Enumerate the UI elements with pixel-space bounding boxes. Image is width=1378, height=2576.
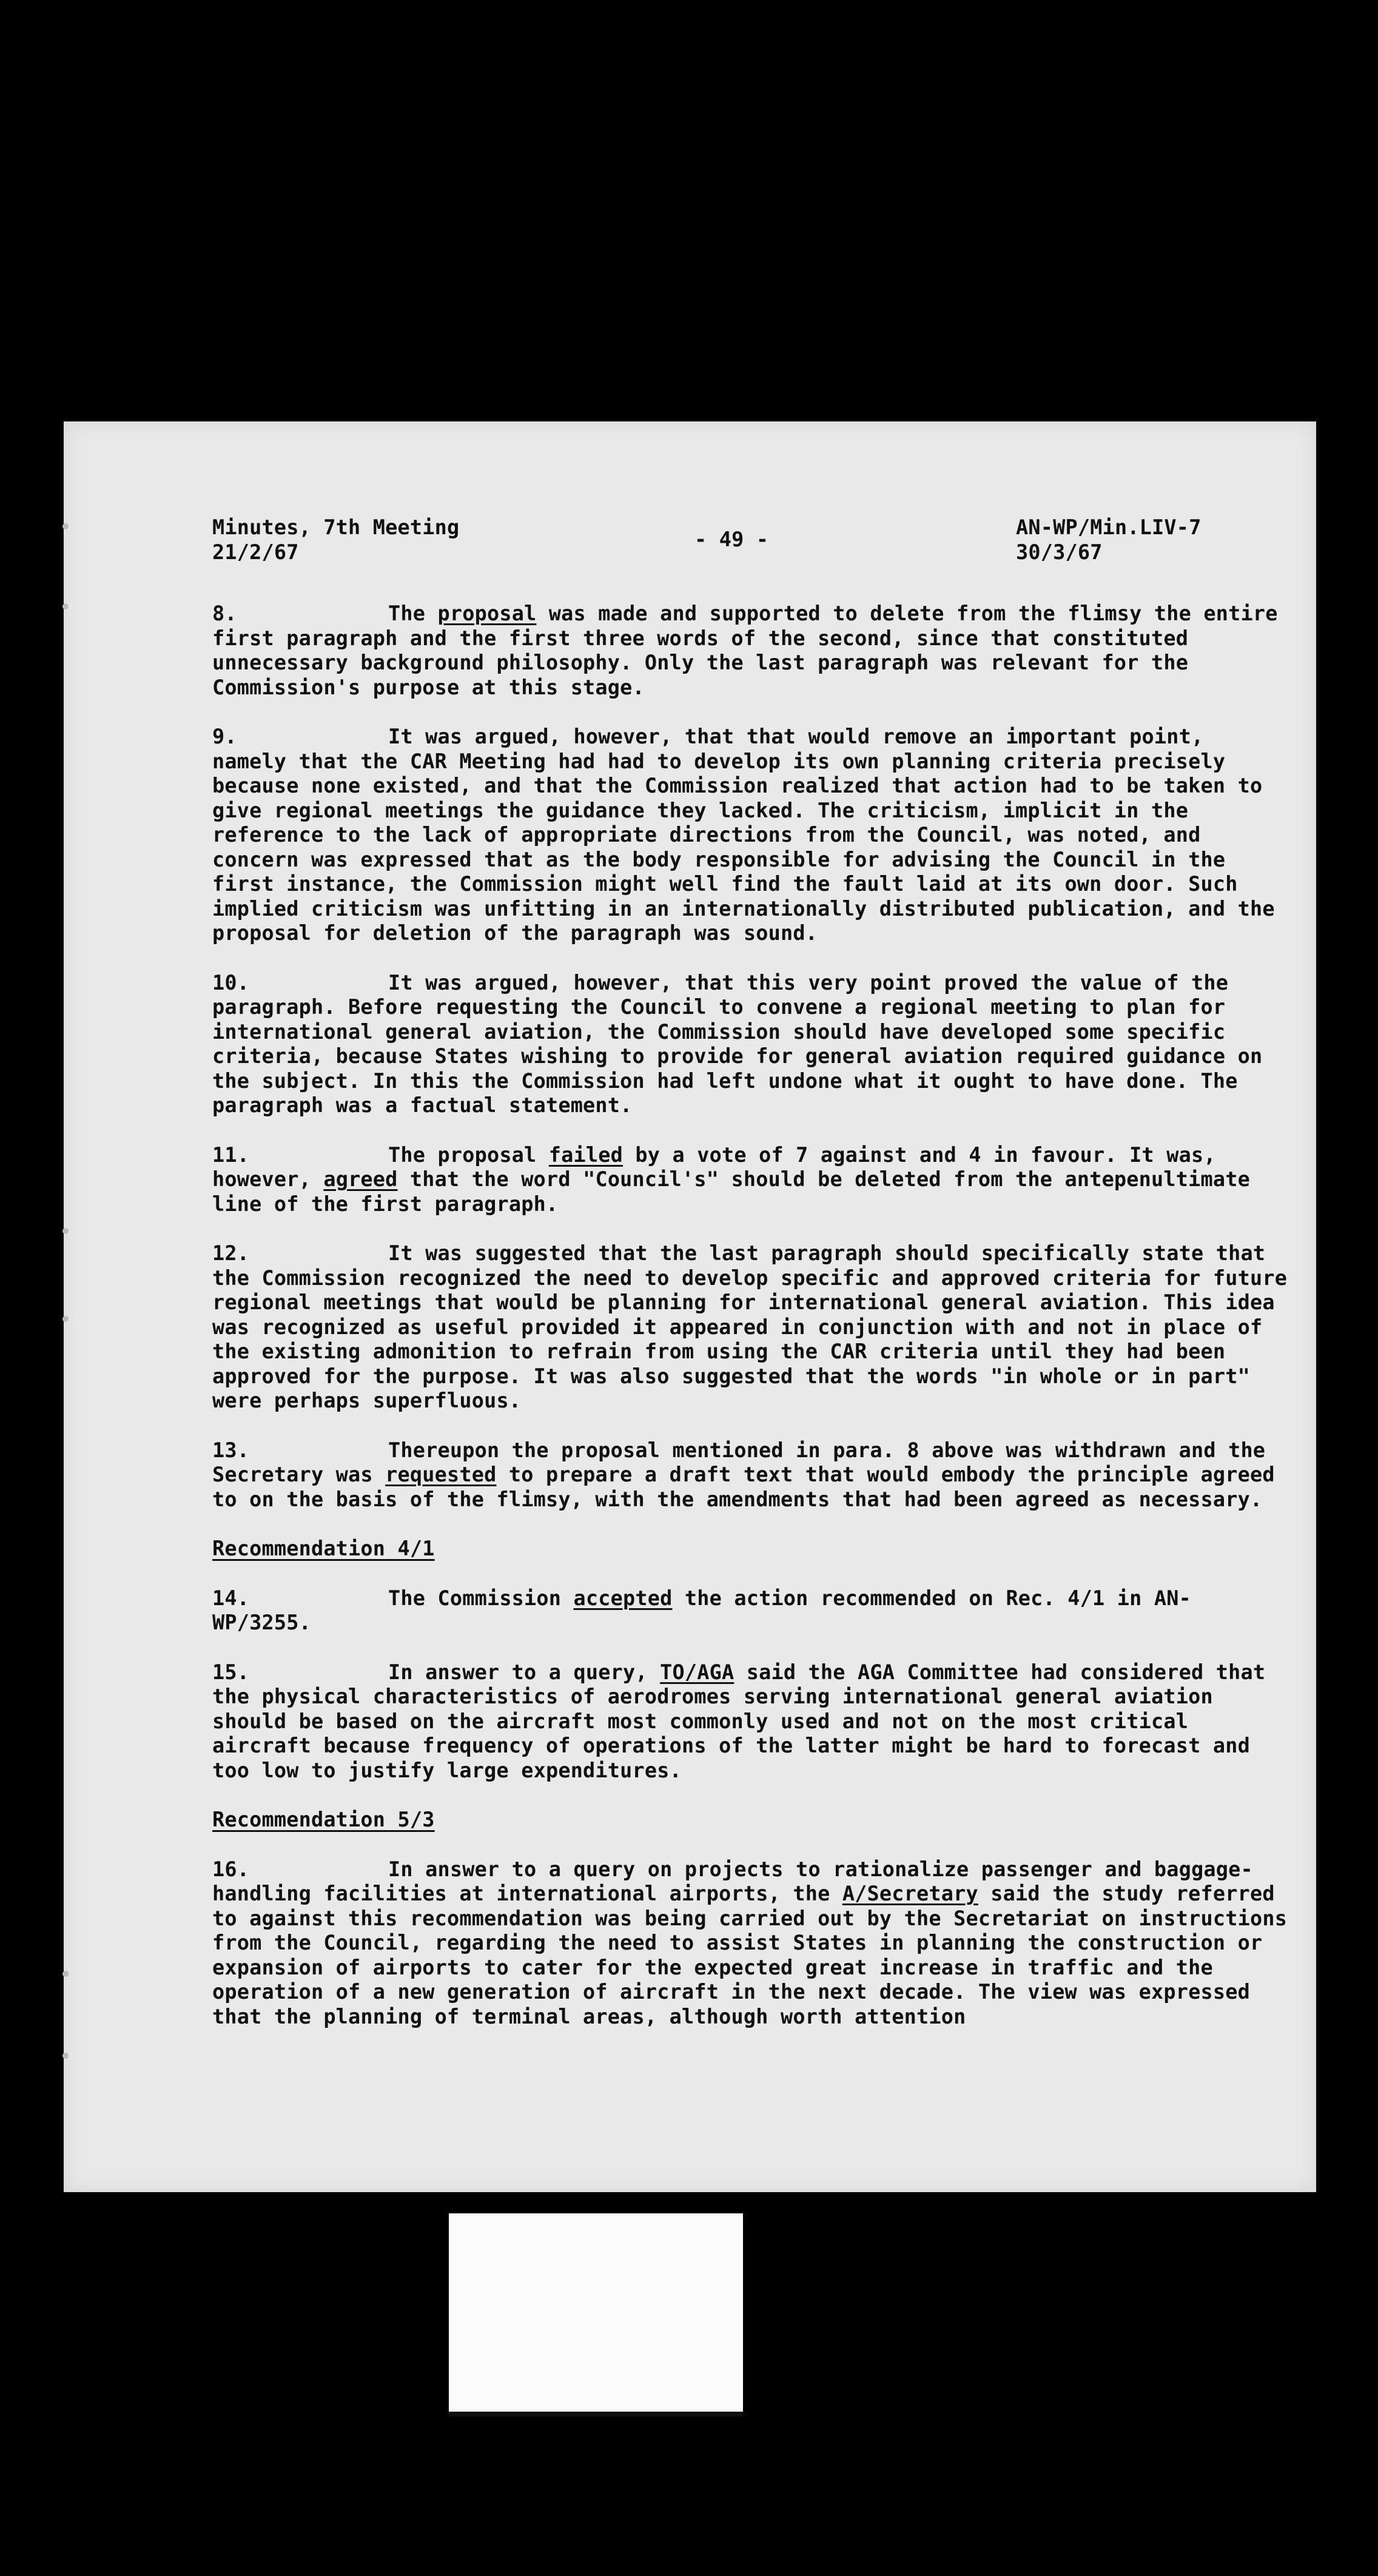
- page-header: [212, 515, 1289, 565]
- section-heading-text: Recommendation 4/1: [212, 1537, 435, 1560]
- section-heading: [212, 1537, 1289, 1561]
- paragraph-16: [212, 1857, 1289, 2030]
- paragraph-text: The: [388, 602, 438, 625]
- paragraph-number: 15.: [212, 1660, 250, 1684]
- paragraph-text: The Commission: [388, 1586, 574, 1610]
- header-left: [212, 515, 459, 565]
- paragraph-text: In answer to a query,: [388, 1660, 660, 1684]
- card-edge: [449, 2412, 743, 2417]
- paragraph-number: 14.: [212, 1586, 250, 1610]
- page-number: - 49 -: [694, 528, 769, 551]
- punch-mark: [62, 1971, 69, 1977]
- paragraph-text: The proposal: [388, 1142, 549, 1167]
- punch-mark: [62, 523, 69, 529]
- document-reference: AN-WP/Min.LIV-7: [1016, 515, 1202, 539]
- paragraph-number: 8.: [212, 602, 237, 625]
- document-date: 30/3/67: [1016, 540, 1103, 564]
- paragraph-text: said the study referred to against this recommendation was being carried out by the Secretariat on instructions from the Council, regarding the need to assist States in planning the construction or expansion of airports to cater for the expected great increase in traffic and the operation of a new generation of aircraft in the next decade. The view was expressed that the planning of terminal areas, although worth attention: [212, 1882, 1288, 2028]
- paragraph-number: 13.: [212, 1438, 250, 1462]
- paragraph-9: [212, 725, 1289, 946]
- paragraph-text: by a vote of 7 against and 4 in favour. It was, however,: [212, 1142, 1216, 1191]
- paragraph-number: 16.: [212, 1857, 250, 1881]
- document-page: [64, 421, 1316, 2192]
- paragraph-text: In answer to a query on projects to rationalize passenger and baggage-handling facilities at international airports, the: [212, 1857, 1253, 1905]
- paragraph-text: said the AGA Committee had considered that the physical characteristics of aerodromes serving international general aviation should be based on the aircraft most commonly used and not on the most critical aircraft because frequency of operations of the latter might be hard to forecast and too low to justify large expenditures.: [212, 1660, 1266, 1782]
- punch-mark: [62, 2053, 69, 2059]
- paragraph-14: [212, 1586, 1289, 1635]
- paragraph-number: 9.: [212, 725, 237, 748]
- underlined-term: TO/AGA: [660, 1660, 734, 1684]
- underlined-term: requested: [385, 1463, 497, 1486]
- paragraph-text: to prepare a draft text that would embody the principle agreed to on the basis of the flimsy, with the amendments that had been agreed as necessary.: [212, 1463, 1275, 1511]
- underlined-term: accepted: [573, 1586, 673, 1610]
- punch-mark: [62, 603, 69, 609]
- paragraph-text: was made and supported to delete from the flimsy the entire first paragraph and the first three words of the second, since that constituted unnecessary background philosophy. Only the last paragraph was relevant for the Commission's purpose at this stage.: [212, 602, 1278, 699]
- paragraph-text: It was argued, however, that this very point proved the value of the paragraph. Before requesting the Council to convene a regional meeting to plan for international general aviation, the Commission should have developed some specific criteria, because States wishing to provide for general aviation required guidance on the subject. In this the Commission had left undone what it ought to have done. The paragraph was a factual statement.: [212, 970, 1263, 1117]
- paragraph-number: 10.: [212, 970, 250, 995]
- header-right: [1016, 515, 1202, 565]
- paragraph-text: It was suggested that the last paragraph should specifically state that the Commission recognized the need to develop specific and approved criteria for future regional meetings that would be planning for international general aviation. This idea was recognized as useful provided it appeared in conjunction with and not in place of the existing admonition to refrain from using the CAR criteria until they had been approved for the purpose. It was also suggested that the words "in whole or in part" were perhaps superfluous.: [212, 1241, 1288, 1412]
- blank-label-card: [449, 2213, 743, 2417]
- underlined-term: proposal: [437, 602, 537, 625]
- paragraph-text: that the word "Council's" should be deleted from the antepenultimate line of the first paragraph.: [212, 1167, 1250, 1216]
- paragraph-number: 12.: [212, 1241, 250, 1265]
- punch-mark: [62, 1228, 69, 1234]
- paragraph-10: [212, 971, 1289, 1118]
- paragraph-11: [212, 1143, 1289, 1217]
- paragraph-15: [212, 1660, 1289, 1783]
- paragraph-13: [212, 1438, 1289, 1512]
- meeting-title: Minutes, 7th Meeting: [212, 515, 460, 539]
- underlined-term: failed: [548, 1142, 623, 1167]
- section-heading-text: Recommendation 5/3: [212, 1808, 435, 1831]
- underlined-term: agreed: [323, 1167, 398, 1191]
- section-heading: [212, 1808, 1289, 1833]
- underlined-term: A/Secretary: [842, 1882, 978, 1905]
- meeting-date: 21/2/67: [212, 540, 299, 564]
- paragraph-text: the action recommended on Rec. 4/1 in AN-WP/3255.: [212, 1586, 1191, 1634]
- paragraph-text: Thereupon the proposal mentioned in para. 8 above was withdrawn and the Secretary was: [212, 1438, 1266, 1486]
- punch-mark: [62, 1316, 69, 1322]
- document-body: [212, 515, 1289, 2054]
- paragraph-text: It was argued, however, that that would remove an important point, namely that the CAR Meeting had had to develop its own planning criteria precisely because none existed, and that the Commission realized that action had to be taken to give regional meetings the guidance they lacked. The criticism, implicit in the reference to the lack of appropriate directions from the Council, was noted, and concern was expressed that as the body responsible for advising the Council in the first instance, the Commission might well find the fault laid at its own door. Such implied criticism was unfitting in an internationally distributed publication, and the proposal for deletion of the paragraph was sound.: [212, 725, 1275, 945]
- paragraph-12: [212, 1241, 1289, 1414]
- paragraph-number: 11.: [212, 1142, 250, 1167]
- paragraph-8: [212, 602, 1289, 700]
